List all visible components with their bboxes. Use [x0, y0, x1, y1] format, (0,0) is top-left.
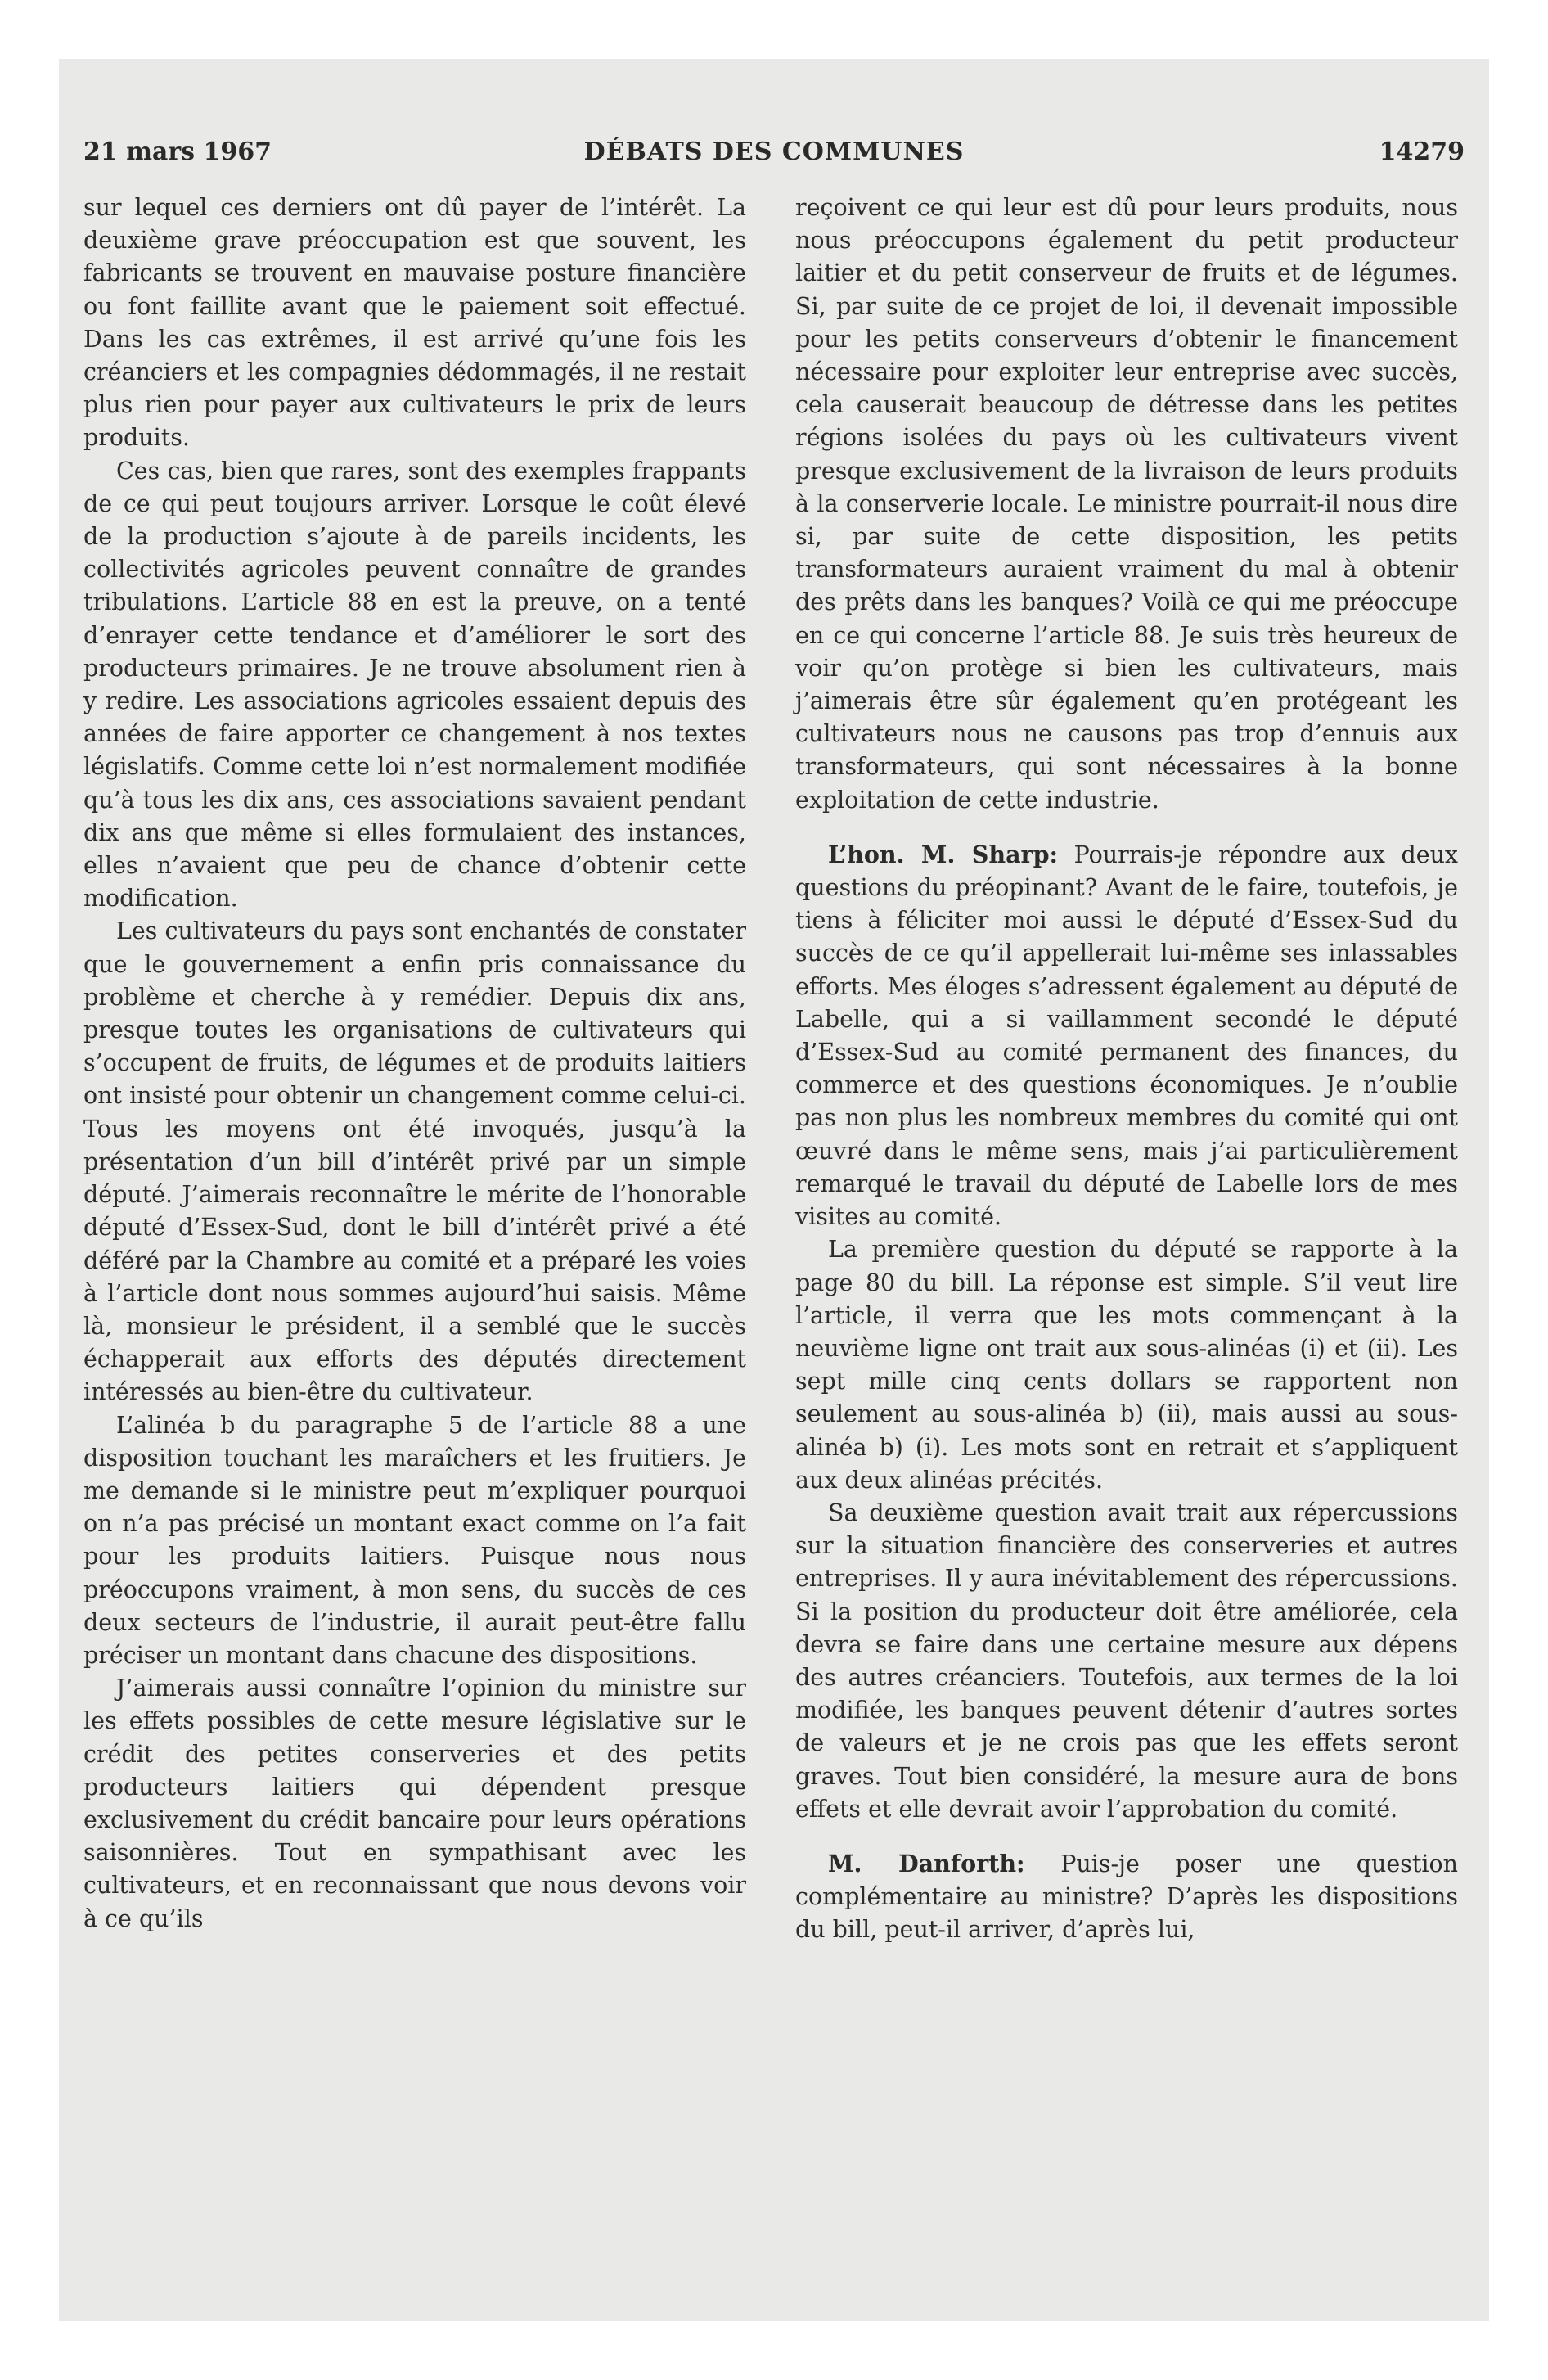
right-paragraph-1: reçoivent ce qui leur est dû pour leurs produits, nous nous préoccupons également du petit producteur laitier et du petit conserveur de fruits et de légumes. Si, par suite de ce projet de loi, il devenait impossible pour les petits conserveurs d’obtenir le financement nécessaire pour exploiter leur entreprise avec succès, cela causerait beaucoup de détresse dans les petites régions isolées du pays où les cultivateurs vivent presque exclusivement de la livraison de leurs produits à la conserverie locale. Le ministre pourrait-il nous dire si, par suite de cette disposition, les petits transformateurs auraient vraiment du mal à obtenir des prêts dans les banques? Voilà ce qui me préoccupe en ce qui concerne l’article 88. Je suis très heureux de voir qu’on protège si bien les cultivateurs, mais j’aimerais être sûr également qu’en protégeant les cultivateurs nous ne causons pas trop d’ennuis aux transformateurs, qui sont nécessaires à la bonne exploitation de cette industrie.: [795, 194, 1458, 814]
right-column: [795, 192, 1458, 1947]
left-paragraph-5: J’aimerais aussi connaître l’opinion du ministre sur les effets possibles de cette mesure législative sur le crédit des petites conserveries et des petits producteurs laitiers qui dépendent presque exclusivement du crédit bancaire pour leurs opérations saisonnières. Tout en sympathisant avec les cultivateurs, et en reconnaissant que nous devons voir à ce qu’ils: [83, 1675, 746, 1932]
right-paragraph-danforth: [795, 1847, 1458, 1947]
header-title: DÉBATS DES COMMUNES: [583, 137, 965, 166]
left-paragraph-4: L’alinéa b du paragraphe 5 de l’article 88 a une disposition touchant les maraîchers et les fruitiers. Je me demande si le ministre peut m’expliquer pourquoi on n’a pas précisé un montant exact comme on l’a fait pour les produits laitiers. Puisque nous nous préoccupons vraiment, à mon sens, du succès de ces deux secteurs de l’industrie, il aurait peut-être fallu préciser un montant dans chacune des dispositions.: [83, 1411, 746, 1669]
right-paragraph-3: La première question du député se rapporte à la page 80 du bill. La réponse est simple. S’il veut lire l’article, il verra que les mots commençant à la neuvième ligne ont trait aux sous-alinéas (i) et (ii). Les sept mille cinq cents dollars se rapportent non seulement au sous-alinéa b) (ii), mais aussi au sous-alinéa b) (i). Les mots sont en retrait et s’appliquent aux deux alinéas précités.: [795, 1236, 1458, 1494]
header-page-number: 14279: [1379, 137, 1465, 166]
right-paragraph-sharp: [795, 838, 1458, 1233]
right-paragraph-4: Sa deuxième question avait trait aux répercussions sur la situation financière des conserveries et autres entreprises. Il y aura inévitablement des répercussions. Si la position du producteur doit être améliorée, cela devra se faire dans une certaine mesure aux dépens des autres créanciers. Toutefois, aux termes de la loi modifiée, les banques peuvent détenir d’autres sortes de valeurs et je ne crois pas que les effets seront graves. Tout bien considéré, la mesure aura de bons effets et elle devrait avoir l’approbation du comité.: [795, 1499, 1458, 1823]
left-column: [83, 192, 746, 1936]
sharp-text: Pourrais-je répondre aux deux questions du préopinant? Avant de le faire, toutefois, je tiens à féliciter moi aussi le député d’Essex-Sud du succès de ce qu’il appellerait lui-même ses inlassables efforts. Mes éloges s’adressent également au député de Labelle, qui a si vaillamment secondé le député d’Essex-Sud au comité permanent des finances, du commerce et des questions économiques. Je n’oublie pas non plus les nombreux membres du comité qui ont œuvré dans le même sens, mais j’ai particulièrement remarqué le travail du député de Labelle lors de mes visites au comité.: [795, 841, 1458, 1231]
left-paragraph-1: sur lequel ces derniers ont dû payer de l’intérêt. La deuxième grave préoccupation est que souvent, les fabricants se trouvent en mauvaise posture financière ou font faillite avant que le paiement soit effectué. Dans les cas extrêmes, il est arrivé qu’une fois les créanciers et les compagnies dédommagés, il ne restait plus rien pour payer aux cultivateurs le prix de leurs produits.: [83, 194, 746, 452]
speaker-danforth: M. Danforth:: [828, 1849, 1025, 1877]
page-header: [83, 137, 1465, 180]
header-date: 21 mars 1967: [83, 137, 272, 166]
speaker-sharp: L’hon. M. Sharp:: [828, 840, 1059, 868]
danforth-text: Puis-je poser une question complémentaire au ministre? D’après les dispositions du bill, peut-il arriver, d’après lui,: [795, 1850, 1458, 1944]
scanned-page: [59, 59, 1489, 2321]
left-paragraph-3: Les cultivateurs du pays sont enchantés de constater que le gouvernement a enfin pris connaissance du problème et cherche à y remédier. Depuis dix ans, presque toutes les organisations de cultivateurs qui s’occupent de fruits, de légumes et de produits laitiers ont insisté pour obtenir un changement comme celui-ci. Tous les moyens ont été invoqués, jusqu’à la présentation d’un bill d’intérêt privé par un simple député. J’aimerais reconnaître le mérite de l’honorable député d’Essex-Sud, dont le bill d’intérêt privé a été déféré par la Chambre au comité et a préparé les voies à l’article dont nous sommes aujourd’hui saisis. Même là, monsieur le président, il a semblé que le succès échapperait aux efforts des députés directement intéressés au bien-être du cultivateur.: [83, 917, 746, 1406]
left-paragraph-2: Ces cas, bien que rares, sont des exemples frappants de ce qui peut toujours arriver. Lorsque le coût élevé de la production s’ajoute à de pareils incidents, les collectivités agricoles peuvent connaître de grandes tribulations. L’article 88 en est la preuve, on a tenté d’enrayer cette tendance et d’améliorer le sort des producteurs primaires. Je ne trouve absolument rien à y redire. Les associations agricoles essaient depuis des années de faire apporter ce changement à nos textes législatifs. Comme cette loi n’est normalement modifiée qu’à tous les dix ans, ces associations savaient pendant dix ans que même si elles formulaient des instances, elles n’avaient que peu de chance d’obtenir cette modification.: [83, 457, 746, 913]
